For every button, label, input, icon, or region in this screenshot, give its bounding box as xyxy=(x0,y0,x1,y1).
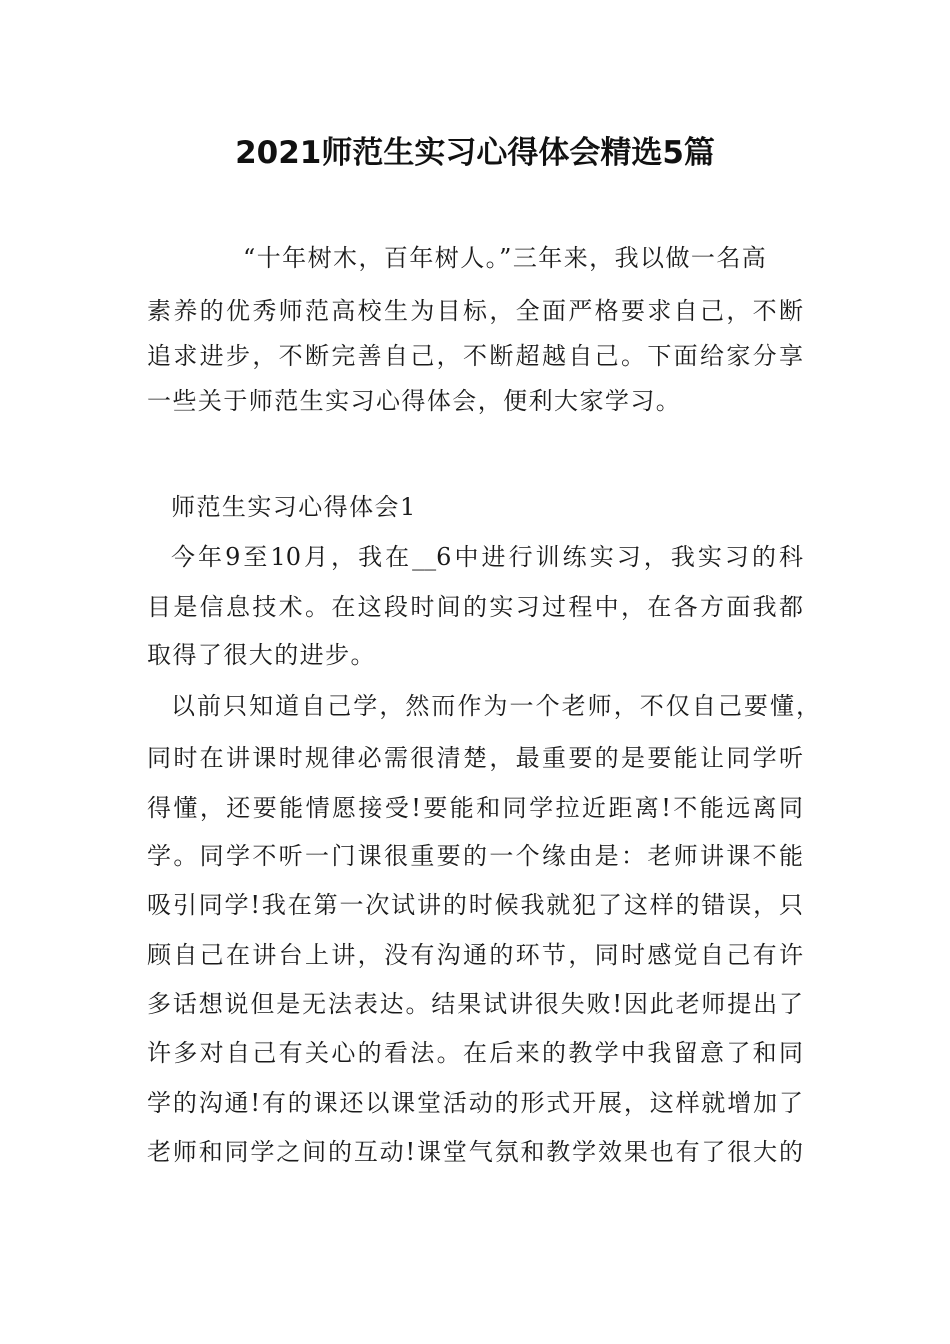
para1-line-1: 今年9至10月，我在__6中进行训练实习，我实习的科 xyxy=(171,543,803,571)
section-heading: 师范生实习心得体会1 xyxy=(171,493,417,521)
para2-line-10: 老师和同学之间的互动!课堂气氛和教学效果也有了很大的 xyxy=(147,1138,803,1166)
intro-line-3: 追求进步，不断完善自己，不断超越自己。下面给家分享 xyxy=(147,342,803,370)
para2-line-3: 得懂，还要能情愿接受!要能和同学拉近距离!不能远离同 xyxy=(147,794,803,822)
para2-line-7: 多话想说但是无法表达。结果试讲很失败!因此老师提出了 xyxy=(147,990,803,1018)
para2-line-1: 以前只知道自己学，然而作为一个老师，不仅自己要懂， xyxy=(171,692,820,720)
para2-line-4: 学。同学不听一门课很重要的一个缘由是：老师讲课不能 xyxy=(147,842,803,870)
para1-line-3: 取得了很大的进步。 xyxy=(147,641,376,669)
para2-line-5: 吸引同学!我在第一次试讲的时候我就犯了这样的错误，只 xyxy=(147,891,803,919)
intro-line-4: 一些关于师范生实习心得体会，便利大家学习。 xyxy=(147,387,682,415)
para1-line-2: 目是信息技术。在这段时间的实习过程中，在各方面我都 xyxy=(147,593,803,621)
para2-line-9: 学的沟通!有的课还以课堂活动的形式开展，这样就增加了 xyxy=(147,1089,803,1117)
intro-line-1: “十年树木，百年树人。”三年来，我以做一名高 xyxy=(243,244,768,272)
intro-line-2: 素养的优秀师范高校生为目标，全面严格要求自己，不断 xyxy=(147,297,803,325)
document-title: 2021师范生实习心得体会精选5篇 xyxy=(235,135,715,171)
para2-line-2: 同时在讲课时规律必需很清楚，最重要的是要能让同学听 xyxy=(147,744,803,772)
para2-line-8: 许多对自己有关心的看法。在后来的教学中我留意了和同 xyxy=(147,1039,803,1067)
para2-line-6: 顾自己在讲台上讲，没有沟通的环节，同时感觉自己有许 xyxy=(147,941,803,969)
